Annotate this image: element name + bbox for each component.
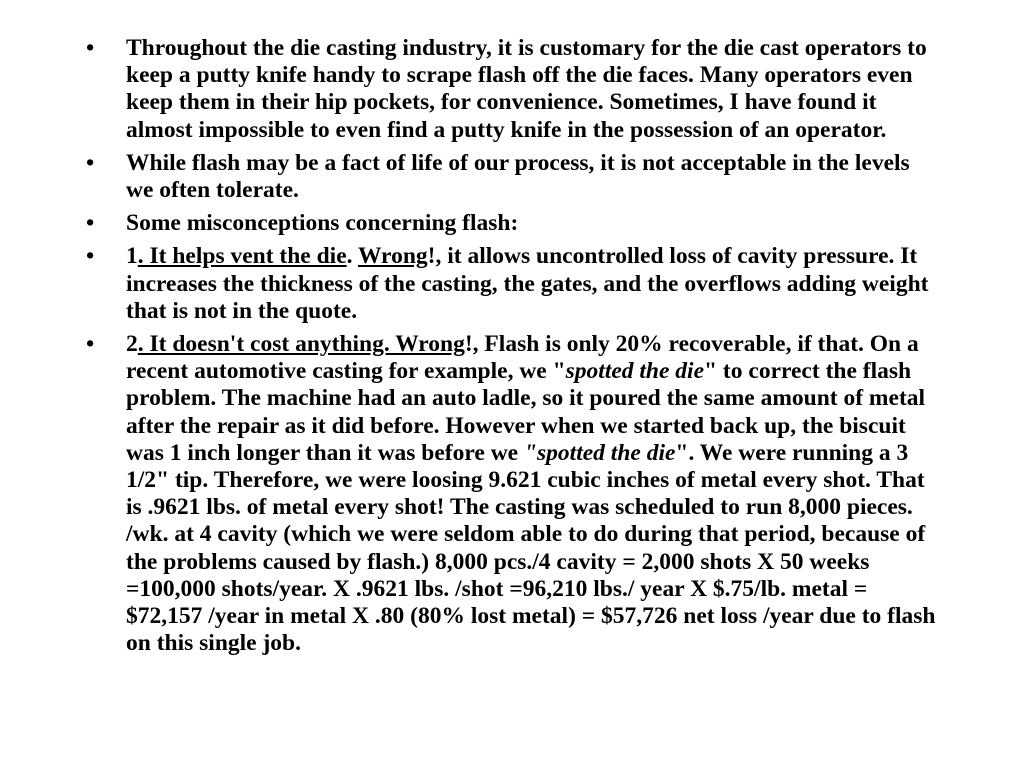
emphasis-spotted-the-die-2: "spotted the die xyxy=(523,439,676,466)
explanation-part-3: ". We were running a 3 1/2" tip. Therefore, we were loosing 9.621 cubic inches of metal every shot. That is .9621 lbs. of metal every shot! The casting was scheduled to run 8,000 pieces. /wk. at 4 cavity (which we were seldom able to do during that period, because of the problems caused by flash.) 8,000 pcs./4 cavity = 2,000 shots X 50 weeks =100,000 shots/year. X .9621 lbs. /shot =96,210 lbs./ year X $.75/lb. metal = $72,157 /year in metal X .80 (80% lost metal) = $57,726 net loss /year due to flash on this single job. xyxy=(126,439,936,657)
bullet-icon: • xyxy=(86,331,95,358)
bullet-item-misconception-2 xyxy=(86,331,942,657)
separator: . xyxy=(346,243,358,270)
bullet-icon: • xyxy=(86,210,95,237)
bullet-list xyxy=(86,35,942,663)
misconception-number: 1 xyxy=(126,243,138,270)
bullet-item-misconceptions xyxy=(86,210,942,237)
misconception-claim: . It doesn't cost anything. Wrong xyxy=(137,331,465,358)
misconception-claim: . It helps vent the die xyxy=(137,243,347,270)
bullet-text: While flash may be a fact of life of our process, it is not acceptable in the levels we often tolerate. xyxy=(126,149,910,204)
explanation-part-2: " to correct the flash problem. The machine had an auto ladle, so it poured the same amount of metal after the repair as it did before. However when we started back up, the biscuit was 1 inch longer than it was before we xyxy=(126,358,926,466)
explanation-part-1: !, Flash is only 20% recoverable, if that. On a recent automotive casting for example, we " xyxy=(126,331,919,385)
bullet-icon: • xyxy=(86,149,95,176)
emphasis-spotted-the-die: spotted the die xyxy=(565,358,705,385)
misconception-explanation: !, it allows uncontrolled loss of cavity pressure. It increases the thickness of the casting, the gates, and the overflows adding weight that is not in the quote. xyxy=(126,243,929,324)
bullet-item-misconception-1 xyxy=(86,243,942,325)
misconception-number: 2 xyxy=(126,331,138,358)
bullet-item-flash-acceptable xyxy=(86,150,942,204)
bullet-icon: • xyxy=(86,243,95,270)
bullet-icon: • xyxy=(86,35,95,61)
bullet-item-putty-knife xyxy=(86,35,942,144)
verdict-wrong: Wrong xyxy=(357,243,428,270)
bullet-text: Throughout the die casting industry, it is customary for the die cast operators to keep a putty knife handy to scrape flash off the die faces. Many operators even keep them in their hip pockets, for convenience. Sometimes, I have found it almost impossible to even find a putty knife in the possession of an operator. xyxy=(126,35,927,143)
bullet-text: Some misconceptions concerning flash: xyxy=(126,210,519,237)
